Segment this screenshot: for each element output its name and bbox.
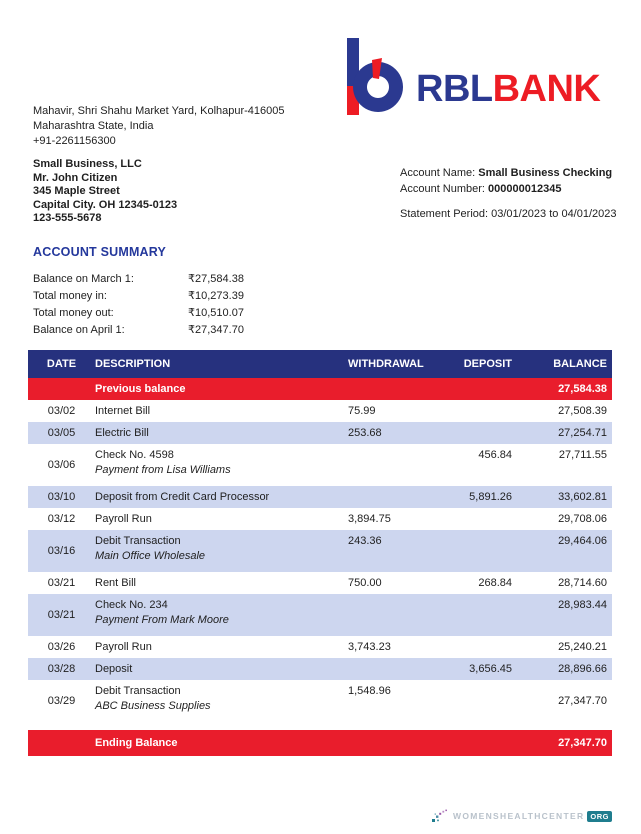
watermark-org-badge: ORG bbox=[587, 811, 612, 822]
transaction-row bbox=[28, 486, 612, 508]
txn-balance-cell: 28,983.44 bbox=[558, 599, 607, 611]
header-balance: BALANCE bbox=[553, 358, 607, 370]
logo-text-rbl: RBL bbox=[416, 68, 493, 110]
txn-date-cell: 03/21 bbox=[47, 577, 76, 589]
txn-balance-cell: 33,602.81 bbox=[558, 491, 607, 503]
txn-deposit-cell bbox=[438, 680, 512, 685]
header-withdrawal: WITHDRAWAL bbox=[348, 358, 424, 370]
txn-date-cell: 03/29 bbox=[47, 695, 76, 707]
txn-description-cell bbox=[95, 594, 348, 626]
txn-description-cell bbox=[95, 530, 348, 562]
txn-date-cell: 03/12 bbox=[47, 513, 76, 525]
statement-period-label: Statement Period: bbox=[400, 208, 492, 220]
txn-description-cell bbox=[95, 405, 348, 417]
summary-row bbox=[33, 305, 298, 322]
txn-description-text: Check No. 4598 bbox=[95, 449, 174, 461]
txn-withdrawal-cell: 750.00 bbox=[348, 577, 382, 589]
txn-description-text: Payroll Run bbox=[95, 513, 152, 525]
txn-note-text: Payment From Mark Moore bbox=[95, 614, 229, 626]
txn-balance-cell: 25,240.21 bbox=[558, 641, 607, 653]
txn-date-cell: 03/06 bbox=[47, 459, 76, 471]
bank-address-line2: Maharashtra State, India bbox=[33, 120, 154, 132]
txn-description-cell bbox=[95, 680, 348, 712]
statement-period-value: 03/01/2023 to 04/01/2023 bbox=[491, 208, 617, 220]
txn-description-text: Check No. 234 bbox=[95, 599, 168, 611]
txn-description-cell bbox=[95, 663, 348, 675]
txn-description-cell bbox=[95, 641, 348, 653]
txn-balance-cell: 29,708.06 bbox=[558, 513, 607, 525]
txn-date-cell: 03/02 bbox=[47, 405, 76, 417]
header-description: DESCRIPTION bbox=[95, 358, 171, 370]
txn-balance-cell: 28,896.66 bbox=[558, 663, 607, 675]
account-number-value: 000000012345 bbox=[488, 183, 562, 195]
txn-description-text: Rent Bill bbox=[95, 577, 136, 589]
table-header-row bbox=[28, 350, 612, 378]
txn-balance-cell: 27,254.71 bbox=[558, 427, 607, 439]
txn-balance-cell: 29,464.06 bbox=[558, 535, 607, 547]
rbl-bank-wordmark bbox=[416, 70, 600, 115]
transaction-row bbox=[28, 594, 612, 636]
txn-description-text: Debit Transaction bbox=[95, 685, 181, 697]
previous-balance-label: Previous balance bbox=[95, 383, 186, 395]
txn-withdrawal-cell bbox=[348, 444, 438, 449]
account-summary-section bbox=[33, 245, 298, 339]
txn-date-cell: 03/21 bbox=[47, 609, 76, 621]
header-deposit: DEPOSIT bbox=[463, 358, 512, 370]
watermark bbox=[432, 809, 612, 823]
txn-withdrawal-cell: 253.68 bbox=[348, 427, 382, 439]
txn-note-text: Payment from Lisa Williams bbox=[95, 464, 231, 476]
summary-row bbox=[33, 271, 298, 288]
txn-withdrawal-cell: 3,894.75 bbox=[348, 513, 391, 525]
transaction-row bbox=[28, 680, 612, 722]
summary-value: ₹27,584.38 bbox=[188, 273, 244, 285]
customer-line: Mr. John Citizen bbox=[33, 171, 118, 184]
transaction-rows bbox=[28, 400, 612, 722]
txn-withdrawal-cell: 243.36 bbox=[348, 535, 382, 547]
watermark-dots-icon bbox=[432, 809, 449, 823]
txn-description-cell bbox=[95, 427, 348, 439]
txn-date-cell: 03/16 bbox=[47, 545, 76, 557]
bank-address-line1: Mahavir, Shri Shahu Market Yard, Kolhapur-416005 bbox=[33, 105, 285, 117]
summary-value: ₹10,273.39 bbox=[188, 290, 244, 302]
txn-description-cell bbox=[95, 513, 348, 525]
transaction-row bbox=[28, 572, 612, 594]
transaction-row bbox=[28, 636, 612, 658]
previous-balance-row bbox=[28, 378, 612, 400]
txn-description-text: Deposit from Credit Card Processor bbox=[95, 491, 270, 503]
watermark-text: WOMENSHEALTHCENTER bbox=[453, 811, 585, 821]
account-summary-rows bbox=[33, 271, 298, 339]
txn-deposit-cell: 268.84 bbox=[478, 577, 512, 589]
account-info-block bbox=[400, 165, 617, 222]
txn-balance-cell: 27,711.55 bbox=[558, 449, 607, 461]
txn-description-text: Electric Bill bbox=[95, 427, 149, 439]
txn-description-cell bbox=[95, 577, 348, 589]
summary-row bbox=[33, 322, 298, 339]
customer-line: 345 Maple Street bbox=[33, 185, 120, 197]
ending-balance-value: 27,347.70 bbox=[558, 737, 607, 749]
transaction-row bbox=[28, 508, 612, 530]
account-number-label: Account Number: bbox=[400, 183, 489, 195]
txn-description-text: Payroll Run bbox=[95, 641, 152, 653]
rbl-bank-b-icon bbox=[347, 38, 403, 115]
account-name-value: Small Business Checking bbox=[478, 167, 613, 179]
txn-date-cell: 03/05 bbox=[47, 427, 76, 439]
txn-withdrawal-cell: 1,548.96 bbox=[348, 685, 391, 697]
customer-line: 123-555-5678 bbox=[33, 212, 102, 224]
txn-withdrawal-cell: 3,743.23 bbox=[348, 641, 391, 653]
rbl-bank-logo bbox=[347, 38, 600, 115]
customer-line: Capital City. OH 12345-0123 bbox=[33, 198, 178, 211]
summary-value: ₹10,510.07 bbox=[188, 307, 244, 319]
txn-deposit-cell: 5,891.26 bbox=[469, 491, 512, 503]
txn-deposit-cell bbox=[438, 594, 512, 599]
logo-text-bank: BANK bbox=[492, 68, 601, 110]
account-name-label: Account Name: bbox=[400, 167, 479, 179]
txn-withdrawal-cell: 75.99 bbox=[348, 405, 376, 417]
txn-deposit-cell: 3,656.45 bbox=[469, 663, 512, 675]
account-number-row bbox=[400, 181, 617, 197]
summary-label: Balance on March 1: bbox=[33, 273, 134, 285]
txn-description-text: Internet Bill bbox=[95, 405, 151, 417]
ending-balance-row bbox=[28, 730, 612, 756]
account-name-row bbox=[400, 165, 617, 181]
summary-value: ₹27,347.70 bbox=[188, 324, 244, 336]
transaction-table bbox=[28, 350, 612, 756]
transaction-row bbox=[28, 400, 612, 422]
txn-balance-cell: 28,714.60 bbox=[558, 577, 607, 589]
previous-balance-value: 27,584.38 bbox=[558, 383, 607, 395]
txn-note-text: Main Office Wholesale bbox=[95, 550, 206, 562]
summary-row bbox=[33, 288, 298, 305]
account-summary-title: ACCOUNT SUMMARY bbox=[33, 245, 167, 259]
ending-balance-label: Ending Balance bbox=[95, 737, 178, 749]
txn-date-cell: 03/10 bbox=[47, 491, 76, 503]
txn-date-cell: 03/26 bbox=[47, 641, 76, 653]
txn-description-cell bbox=[95, 444, 348, 476]
txn-deposit-cell: 456.84 bbox=[478, 449, 512, 461]
txn-note-text: ABC Business Supplies bbox=[95, 700, 211, 712]
transaction-row bbox=[28, 444, 612, 486]
txn-date-cell: 03/28 bbox=[47, 663, 76, 675]
summary-label: Balance on April 1: bbox=[33, 324, 125, 336]
statement-period-row bbox=[400, 206, 617, 222]
customer-line: Small Business, LLC bbox=[33, 158, 142, 170]
transaction-row bbox=[28, 658, 612, 680]
customer-address-block bbox=[33, 158, 177, 226]
txn-balance-cell: 27,347.70 bbox=[558, 695, 607, 707]
txn-deposit-cell bbox=[438, 530, 512, 535]
txn-withdrawal-cell bbox=[348, 594, 438, 599]
header-date: DATE bbox=[46, 358, 77, 370]
transaction-row bbox=[28, 422, 612, 444]
bank-phone: +91-2261156300 bbox=[33, 135, 116, 147]
summary-label: Total money out: bbox=[33, 307, 114, 319]
summary-label: Total money in: bbox=[33, 290, 107, 302]
bank-address-block bbox=[33, 104, 285, 149]
txn-description-text: Debit Transaction bbox=[95, 535, 181, 547]
transaction-row bbox=[28, 530, 612, 572]
txn-description-cell bbox=[95, 491, 348, 503]
txn-balance-cell: 27,508.39 bbox=[558, 405, 607, 417]
txn-description-text: Deposit bbox=[95, 663, 133, 675]
